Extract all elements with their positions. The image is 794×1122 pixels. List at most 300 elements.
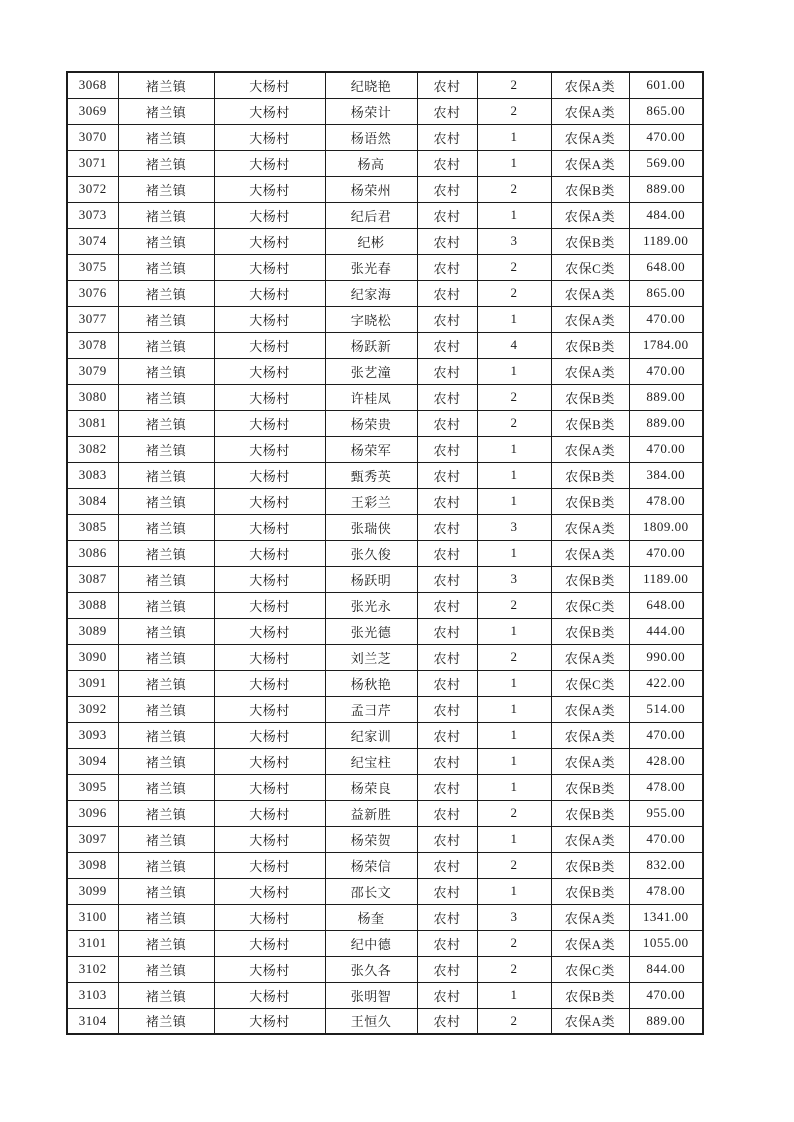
cell-person-name: 杨语然 [325, 124, 417, 150]
cell-person-count: 3 [477, 514, 551, 540]
cell-village: 大杨村 [214, 592, 325, 618]
cell-person-name: 张光永 [325, 592, 417, 618]
cell-person-count: 3 [477, 904, 551, 930]
cell-amount: 1809.00 [629, 514, 703, 540]
cell-person-name: 纪宝柱 [325, 748, 417, 774]
cell-insurance-class: 农保A类 [551, 306, 629, 332]
cell-insurance-class: 农保C类 [551, 254, 629, 280]
cell-village: 大杨村 [214, 176, 325, 202]
cell-residence-type: 农村 [417, 696, 477, 722]
cell-village: 大杨村 [214, 722, 325, 748]
cell-person-count: 2 [477, 930, 551, 956]
cell-village: 大杨村 [214, 982, 325, 1008]
cell-person-name: 王恒久 [325, 1008, 417, 1034]
cell-town: 褚兰镇 [118, 228, 214, 254]
cell-amount: 1055.00 [629, 930, 703, 956]
cell-serial-number: 3087 [67, 566, 118, 592]
cell-person-name: 邵长文 [325, 878, 417, 904]
cell-town: 褚兰镇 [118, 956, 214, 982]
cell-person-name: 杨跃明 [325, 566, 417, 592]
cell-village: 大杨村 [214, 98, 325, 124]
cell-person-count: 1 [477, 878, 551, 904]
cell-person-name: 杨秋艳 [325, 670, 417, 696]
cell-amount: 1189.00 [629, 566, 703, 592]
cell-person-count: 1 [477, 982, 551, 1008]
cell-person-count: 2 [477, 280, 551, 306]
cell-town: 褚兰镇 [118, 124, 214, 150]
table-row [67, 358, 703, 384]
table-row [67, 384, 703, 410]
cell-person-name: 纪晓艳 [325, 72, 417, 98]
cell-amount: 601.00 [629, 72, 703, 98]
table-row [67, 826, 703, 852]
cell-amount: 889.00 [629, 1008, 703, 1034]
cell-person-count: 2 [477, 1008, 551, 1034]
table-row [67, 280, 703, 306]
cell-village: 大杨村 [214, 644, 325, 670]
table-row [67, 410, 703, 436]
cell-insurance-class: 农保B类 [551, 852, 629, 878]
cell-person-name: 纪后君 [325, 202, 417, 228]
cell-residence-type: 农村 [417, 488, 477, 514]
cell-residence-type: 农村 [417, 618, 477, 644]
cell-town: 褚兰镇 [118, 670, 214, 696]
cell-town: 褚兰镇 [118, 878, 214, 904]
cell-town: 褚兰镇 [118, 488, 214, 514]
cell-person-name: 孟彐芹 [325, 696, 417, 722]
table-row [67, 72, 703, 98]
cell-town: 褚兰镇 [118, 852, 214, 878]
table-row [67, 540, 703, 566]
table-row [67, 878, 703, 904]
cell-insurance-class: 农保A类 [551, 748, 629, 774]
table-row [67, 436, 703, 462]
cell-residence-type: 农村 [417, 306, 477, 332]
cell-village: 大杨村 [214, 410, 325, 436]
cell-person-name: 张瑞侠 [325, 514, 417, 540]
cell-town: 褚兰镇 [118, 696, 214, 722]
cell-person-count: 2 [477, 852, 551, 878]
cell-person-name: 张久俊 [325, 540, 417, 566]
cell-residence-type: 农村 [417, 410, 477, 436]
cell-insurance-class: 农保B类 [551, 800, 629, 826]
cell-person-name: 张光春 [325, 254, 417, 280]
cell-town: 褚兰镇 [118, 280, 214, 306]
cell-residence-type: 农村 [417, 202, 477, 228]
cell-person-count: 2 [477, 410, 551, 436]
cell-serial-number: 3077 [67, 306, 118, 332]
cell-amount: 844.00 [629, 956, 703, 982]
cell-person-count: 1 [477, 358, 551, 384]
cell-person-count: 3 [477, 566, 551, 592]
cell-person-count: 2 [477, 72, 551, 98]
cell-serial-number: 3081 [67, 410, 118, 436]
cell-person-count: 2 [477, 800, 551, 826]
cell-person-count: 1 [477, 774, 551, 800]
cell-amount: 1784.00 [629, 332, 703, 358]
cell-serial-number: 3099 [67, 878, 118, 904]
cell-town: 褚兰镇 [118, 800, 214, 826]
cell-residence-type: 农村 [417, 150, 477, 176]
cell-person-name: 纪彬 [325, 228, 417, 254]
cell-town: 褚兰镇 [118, 332, 214, 358]
cell-person-name: 益新胜 [325, 800, 417, 826]
cell-serial-number: 3085 [67, 514, 118, 540]
cell-person-count: 4 [477, 332, 551, 358]
cell-person-count: 1 [477, 826, 551, 852]
cell-residence-type: 农村 [417, 462, 477, 488]
cell-amount: 1189.00 [629, 228, 703, 254]
cell-amount: 470.00 [629, 436, 703, 462]
cell-residence-type: 农村 [417, 514, 477, 540]
cell-person-name: 杨荣贺 [325, 826, 417, 852]
cell-serial-number: 3074 [67, 228, 118, 254]
table-row [67, 644, 703, 670]
cell-person-count: 1 [477, 124, 551, 150]
cell-person-count: 1 [477, 488, 551, 514]
cell-residence-type: 农村 [417, 800, 477, 826]
cell-village: 大杨村 [214, 826, 325, 852]
cell-town: 褚兰镇 [118, 514, 214, 540]
cell-town: 褚兰镇 [118, 462, 214, 488]
cell-amount: 422.00 [629, 670, 703, 696]
cell-town: 褚兰镇 [118, 436, 214, 462]
cell-serial-number: 3095 [67, 774, 118, 800]
benefits-table [66, 71, 704, 1035]
cell-insurance-class: 农保B类 [551, 176, 629, 202]
cell-village: 大杨村 [214, 956, 325, 982]
cell-insurance-class: 农保A类 [551, 436, 629, 462]
cell-serial-number: 3071 [67, 150, 118, 176]
cell-serial-number: 3092 [67, 696, 118, 722]
cell-amount: 478.00 [629, 878, 703, 904]
cell-amount: 990.00 [629, 644, 703, 670]
cell-serial-number: 3091 [67, 670, 118, 696]
table-row [67, 800, 703, 826]
cell-serial-number: 3104 [67, 1008, 118, 1034]
cell-person-count: 1 [477, 436, 551, 462]
table-row [67, 670, 703, 696]
cell-village: 大杨村 [214, 254, 325, 280]
cell-insurance-class: 农保A类 [551, 98, 629, 124]
cell-person-name: 张明智 [325, 982, 417, 1008]
cell-residence-type: 农村 [417, 384, 477, 410]
cell-person-name: 王彩兰 [325, 488, 417, 514]
cell-residence-type: 农村 [417, 956, 477, 982]
cell-serial-number: 3086 [67, 540, 118, 566]
cell-amount: 865.00 [629, 98, 703, 124]
cell-town: 褚兰镇 [118, 904, 214, 930]
cell-town: 褚兰镇 [118, 410, 214, 436]
cell-insurance-class: 农保B类 [551, 462, 629, 488]
table-row [67, 228, 703, 254]
cell-serial-number: 3094 [67, 748, 118, 774]
cell-person-name: 杨荣州 [325, 176, 417, 202]
cell-amount: 832.00 [629, 852, 703, 878]
cell-person-name: 纪中德 [325, 930, 417, 956]
cell-insurance-class: 农保B类 [551, 410, 629, 436]
cell-person-name: 纪家海 [325, 280, 417, 306]
cell-serial-number: 3082 [67, 436, 118, 462]
cell-amount: 470.00 [629, 124, 703, 150]
cell-residence-type: 农村 [417, 852, 477, 878]
cell-serial-number: 3070 [67, 124, 118, 150]
cell-insurance-class: 农保A类 [551, 150, 629, 176]
cell-person-name: 杨高 [325, 150, 417, 176]
cell-residence-type: 农村 [417, 748, 477, 774]
cell-serial-number: 3078 [67, 332, 118, 358]
cell-person-name: 许桂凤 [325, 384, 417, 410]
table-row [67, 254, 703, 280]
cell-person-count: 1 [477, 306, 551, 332]
cell-person-name: 杨荣良 [325, 774, 417, 800]
cell-residence-type: 农村 [417, 72, 477, 98]
cell-town: 褚兰镇 [118, 566, 214, 592]
cell-person-name: 字晓松 [325, 306, 417, 332]
cell-town: 褚兰镇 [118, 254, 214, 280]
cell-amount: 470.00 [629, 982, 703, 1008]
cell-residence-type: 农村 [417, 540, 477, 566]
cell-person-name: 刘兰芝 [325, 644, 417, 670]
cell-serial-number: 3069 [67, 98, 118, 124]
cell-town: 褚兰镇 [118, 826, 214, 852]
cell-insurance-class: 农保A类 [551, 930, 629, 956]
cell-residence-type: 农村 [417, 98, 477, 124]
cell-amount: 384.00 [629, 462, 703, 488]
cell-residence-type: 农村 [417, 904, 477, 930]
cell-person-count: 2 [477, 644, 551, 670]
cell-amount: 569.00 [629, 150, 703, 176]
cell-residence-type: 农村 [417, 332, 477, 358]
cell-amount: 444.00 [629, 618, 703, 644]
cell-town: 褚兰镇 [118, 1008, 214, 1034]
cell-amount: 865.00 [629, 280, 703, 306]
cell-person-count: 1 [477, 462, 551, 488]
cell-residence-type: 农村 [417, 722, 477, 748]
cell-amount: 470.00 [629, 540, 703, 566]
cell-town: 褚兰镇 [118, 202, 214, 228]
cell-insurance-class: 农保B类 [551, 384, 629, 410]
cell-residence-type: 农村 [417, 774, 477, 800]
cell-serial-number: 3089 [67, 618, 118, 644]
cell-village: 大杨村 [214, 436, 325, 462]
cell-insurance-class: 农保B类 [551, 878, 629, 904]
cell-amount: 470.00 [629, 306, 703, 332]
cell-amount: 889.00 [629, 410, 703, 436]
cell-town: 褚兰镇 [118, 540, 214, 566]
cell-town: 褚兰镇 [118, 930, 214, 956]
cell-town: 褚兰镇 [118, 592, 214, 618]
cell-town: 褚兰镇 [118, 176, 214, 202]
table-row [67, 722, 703, 748]
cell-insurance-class: 农保A类 [551, 696, 629, 722]
cell-serial-number: 3100 [67, 904, 118, 930]
cell-insurance-class: 农保A类 [551, 826, 629, 852]
cell-village: 大杨村 [214, 228, 325, 254]
cell-insurance-class: 农保B类 [551, 566, 629, 592]
cell-serial-number: 3076 [67, 280, 118, 306]
table-row [67, 150, 703, 176]
cell-town: 褚兰镇 [118, 72, 214, 98]
cell-residence-type: 农村 [417, 644, 477, 670]
cell-village: 大杨村 [214, 514, 325, 540]
cell-person-name: 张光德 [325, 618, 417, 644]
cell-serial-number: 3084 [67, 488, 118, 514]
table-row [67, 124, 703, 150]
cell-village: 大杨村 [214, 72, 325, 98]
table-row [67, 748, 703, 774]
table-row [67, 332, 703, 358]
cell-village: 大杨村 [214, 488, 325, 514]
cell-village: 大杨村 [214, 748, 325, 774]
cell-town: 褚兰镇 [118, 306, 214, 332]
cell-village: 大杨村 [214, 800, 325, 826]
cell-person-name: 甄秀英 [325, 462, 417, 488]
cell-serial-number: 3073 [67, 202, 118, 228]
cell-town: 褚兰镇 [118, 98, 214, 124]
cell-amount: 484.00 [629, 202, 703, 228]
cell-residence-type: 农村 [417, 254, 477, 280]
table-row [67, 176, 703, 202]
cell-serial-number: 3097 [67, 826, 118, 852]
cell-village: 大杨村 [214, 774, 325, 800]
cell-residence-type: 农村 [417, 670, 477, 696]
cell-person-count: 1 [477, 618, 551, 644]
table-row [67, 306, 703, 332]
cell-person-count: 2 [477, 592, 551, 618]
table-row [67, 774, 703, 800]
cell-amount: 648.00 [629, 254, 703, 280]
table-row [67, 618, 703, 644]
cell-amount: 428.00 [629, 748, 703, 774]
cell-insurance-class: 农保B类 [551, 982, 629, 1008]
cell-person-name: 纪家训 [325, 722, 417, 748]
cell-residence-type: 农村 [417, 826, 477, 852]
cell-serial-number: 3103 [67, 982, 118, 1008]
cell-village: 大杨村 [214, 540, 325, 566]
cell-amount: 470.00 [629, 826, 703, 852]
cell-insurance-class: 农保A类 [551, 644, 629, 670]
cell-person-count: 1 [477, 202, 551, 228]
cell-town: 褚兰镇 [118, 150, 214, 176]
cell-serial-number: 3075 [67, 254, 118, 280]
cell-serial-number: 3093 [67, 722, 118, 748]
cell-village: 大杨村 [214, 202, 325, 228]
cell-person-count: 1 [477, 722, 551, 748]
cell-village: 大杨村 [214, 150, 325, 176]
cell-serial-number: 3080 [67, 384, 118, 410]
cell-person-name: 杨奎 [325, 904, 417, 930]
cell-person-name: 杨荣贵 [325, 410, 417, 436]
cell-residence-type: 农村 [417, 228, 477, 254]
table-row [67, 852, 703, 878]
cell-person-name: 杨荣计 [325, 98, 417, 124]
cell-person-name: 杨跃新 [325, 332, 417, 358]
cell-insurance-class: 农保A类 [551, 72, 629, 98]
cell-person-name: 杨荣信 [325, 852, 417, 878]
cell-residence-type: 农村 [417, 566, 477, 592]
cell-serial-number: 3072 [67, 176, 118, 202]
table-row [67, 696, 703, 722]
cell-village: 大杨村 [214, 618, 325, 644]
cell-residence-type: 农村 [417, 436, 477, 462]
cell-insurance-class: 农保A类 [551, 540, 629, 566]
cell-person-count: 1 [477, 748, 551, 774]
cell-person-count: 1 [477, 150, 551, 176]
table-row [67, 514, 703, 540]
cell-serial-number: 3101 [67, 930, 118, 956]
cell-amount: 955.00 [629, 800, 703, 826]
table-row [67, 462, 703, 488]
cell-village: 大杨村 [214, 566, 325, 592]
cell-serial-number: 3098 [67, 852, 118, 878]
cell-insurance-class: 农保C类 [551, 592, 629, 618]
cell-residence-type: 农村 [417, 280, 477, 306]
cell-insurance-class: 农保A类 [551, 124, 629, 150]
cell-village: 大杨村 [214, 878, 325, 904]
cell-person-count: 2 [477, 384, 551, 410]
benefits-table-body [67, 72, 703, 1034]
cell-insurance-class: 农保C类 [551, 956, 629, 982]
cell-insurance-class: 农保A类 [551, 514, 629, 540]
cell-village: 大杨村 [214, 124, 325, 150]
cell-amount: 889.00 [629, 384, 703, 410]
table-row [67, 566, 703, 592]
cell-amount: 648.00 [629, 592, 703, 618]
cell-person-name: 杨荣军 [325, 436, 417, 462]
cell-village: 大杨村 [214, 280, 325, 306]
cell-serial-number: 3102 [67, 956, 118, 982]
table-row [67, 98, 703, 124]
cell-person-count: 2 [477, 956, 551, 982]
cell-insurance-class: 农保B类 [551, 488, 629, 514]
cell-village: 大杨村 [214, 306, 325, 332]
cell-village: 大杨村 [214, 332, 325, 358]
cell-person-count: 2 [477, 254, 551, 280]
cell-amount: 889.00 [629, 176, 703, 202]
cell-village: 大杨村 [214, 852, 325, 878]
table-row [67, 982, 703, 1008]
table-row [67, 202, 703, 228]
cell-residence-type: 农村 [417, 124, 477, 150]
cell-person-count: 2 [477, 98, 551, 124]
cell-amount: 514.00 [629, 696, 703, 722]
cell-person-name: 张久各 [325, 956, 417, 982]
cell-insurance-class: 农保A类 [551, 1008, 629, 1034]
cell-amount: 470.00 [629, 722, 703, 748]
cell-village: 大杨村 [214, 384, 325, 410]
cell-residence-type: 农村 [417, 358, 477, 384]
cell-residence-type: 农村 [417, 930, 477, 956]
cell-town: 褚兰镇 [118, 774, 214, 800]
cell-village: 大杨村 [214, 462, 325, 488]
cell-town: 褚兰镇 [118, 644, 214, 670]
cell-insurance-class: 农保A类 [551, 358, 629, 384]
cell-insurance-class: 农保A类 [551, 202, 629, 228]
cell-village: 大杨村 [214, 696, 325, 722]
cell-residence-type: 农村 [417, 1008, 477, 1034]
cell-town: 褚兰镇 [118, 618, 214, 644]
cell-serial-number: 3088 [67, 592, 118, 618]
cell-town: 褚兰镇 [118, 982, 214, 1008]
cell-person-count: 1 [477, 696, 551, 722]
cell-village: 大杨村 [214, 358, 325, 384]
cell-insurance-class: 农保A类 [551, 904, 629, 930]
cell-residence-type: 农村 [417, 982, 477, 1008]
table-row [67, 488, 703, 514]
cell-person-count: 3 [477, 228, 551, 254]
cell-residence-type: 农村 [417, 592, 477, 618]
